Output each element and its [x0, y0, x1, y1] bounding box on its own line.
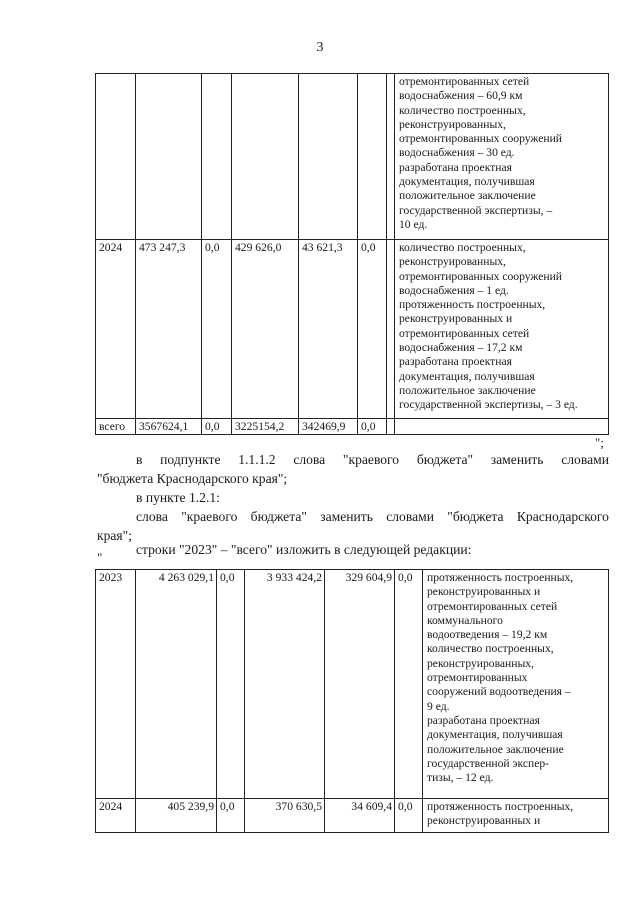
description-line: отремонтированных сетей	[427, 599, 558, 613]
description-line: реконструированных,	[399, 255, 506, 269]
cell-regional	[232, 74, 299, 240]
cell-federal: 0,0	[202, 419, 232, 435]
word: слова	[136, 509, 168, 524]
description-line: документация, получившая	[399, 175, 535, 189]
word: заменить	[320, 509, 373, 524]
description-line: отремонтированных сетей	[399, 326, 530, 340]
word: бюджета"	[416, 452, 474, 467]
description-line: 9 ед.	[427, 699, 450, 713]
description-line: разработана проектная	[399, 160, 512, 174]
description-line: 10 ед.	[399, 217, 428, 231]
table-row	[96, 570, 609, 799]
description-line: разработана проектная	[427, 713, 540, 727]
description-line: положительное заключение	[399, 189, 536, 203]
table-row	[96, 74, 609, 240]
description-line: документация, получившая	[427, 728, 563, 742]
table-top	[95, 73, 609, 435]
cell-description	[423, 570, 609, 799]
paragraph-3-line-2: края";	[97, 528, 133, 543]
cell-year: 2024	[96, 240, 136, 419]
description-line: положительное заключение	[399, 383, 536, 397]
table-row	[96, 799, 609, 833]
description-line: реконструированных и	[427, 814, 541, 828]
description-line: отремонтированных сооружений	[399, 132, 563, 146]
description-line: водоснабжения – 30 ед.	[399, 146, 515, 160]
cell-regional: 370 630,5	[245, 799, 325, 833]
opening-quote: "	[97, 550, 103, 565]
cell-regional: 429 626,0	[232, 240, 299, 419]
cell-description	[395, 240, 609, 419]
paragraph-1-line-2: "бюджета Краснодарского края";	[97, 471, 288, 486]
paragraph-3-line-1	[136, 507, 609, 526]
cell-federal	[202, 74, 232, 240]
description-line: отремонтированных сетей	[399, 75, 530, 88]
cell-spacer	[387, 240, 395, 419]
cell-total: 473 247,3	[136, 240, 202, 419]
description-line: количество построенных,	[399, 103, 526, 117]
description-line: протяженность построенных,	[427, 800, 574, 813]
description-line: государственной экспертизы, – 3 ед.	[399, 398, 578, 412]
table-row	[96, 419, 609, 435]
description-line: водоотведения – 19,2 км	[427, 628, 548, 642]
description-line: водоснабжения – 17,2 км	[399, 341, 523, 355]
word: заменить	[490, 452, 544, 467]
word: бюджета"	[250, 509, 307, 524]
cell-other: 0,0	[395, 570, 423, 799]
cell-year: 2023	[96, 570, 136, 799]
description-line: документация, получившая	[399, 369, 535, 383]
description-line: водоснабжения – 1 ед.	[399, 283, 509, 297]
word: "краевого	[181, 509, 238, 524]
description-line: протяженность построенных,	[399, 298, 546, 312]
cell-spacer	[387, 74, 395, 240]
cell-year	[96, 74, 136, 240]
table-bottom	[95, 569, 609, 833]
cell-local	[299, 74, 358, 240]
cell-federal: 0,0	[217, 799, 245, 833]
description-line: количество построенных,	[399, 241, 526, 254]
paragraph-1-line-1	[136, 450, 609, 469]
description-line: тизы, – 12 ед.	[427, 771, 494, 785]
description-line: разработана проектная	[399, 355, 512, 369]
cell-description	[423, 799, 609, 833]
description-line: протяженность построенных,	[427, 571, 574, 584]
word: 1.1.1.2	[238, 452, 276, 467]
description-line: водоснабжения – 60,9 км	[399, 89, 523, 103]
description-line: реконструированных и	[427, 585, 541, 599]
cell-regional: 3225154,2	[232, 419, 299, 435]
page-number: 3	[316, 40, 324, 55]
word: слова	[293, 452, 326, 467]
cell-local: 34 609,4	[325, 799, 395, 833]
cell-regional: 3 933 424,2	[245, 570, 325, 799]
cell-federal: 0,0	[217, 570, 245, 799]
word: в	[136, 452, 143, 467]
word: подпункте	[160, 452, 221, 467]
word: словами	[561, 452, 609, 467]
cell-local: 342469,9	[299, 419, 358, 435]
word: словами	[386, 509, 434, 524]
cell-other: 0,0	[358, 419, 387, 435]
word: "краевого	[342, 452, 400, 467]
description-line: государственной экспер-	[427, 756, 549, 770]
cell-federal: 0,0	[202, 240, 232, 419]
cell-other: 0,0	[395, 799, 423, 833]
cell-description	[395, 74, 609, 240]
cell-year: 2024	[96, 799, 136, 833]
description-line: реконструированных,	[427, 656, 534, 670]
cell-local: 43 621,3	[299, 240, 358, 419]
word: Краснодарского	[516, 509, 609, 524]
description-line: количество построенных,	[427, 642, 554, 656]
description-line: отремонтированных сооружений	[399, 269, 563, 283]
cell-other	[358, 74, 387, 240]
cell-total: 405 239,9	[136, 799, 217, 833]
cell-spacer	[387, 419, 395, 435]
description-line: реконструированных и	[399, 312, 513, 326]
paragraph-2: в пункте 1.2.1:	[136, 490, 220, 505]
description-line: коммунального	[427, 613, 503, 627]
cell-description	[395, 419, 609, 435]
description-line: сооружений водоотведения –	[427, 685, 571, 699]
word: "бюджета	[447, 509, 504, 524]
paragraph-4: строки "2023" – "всего" изложить в следующей редакции:	[136, 542, 472, 557]
cell-year: всего	[96, 419, 136, 435]
description-line: государственной экспертизы, –	[399, 203, 553, 217]
closing-quote: ";	[595, 435, 604, 450]
description-line: отремонтированных	[427, 671, 528, 685]
cell-total	[136, 74, 202, 240]
description-line: положительное заключение	[427, 742, 564, 756]
cell-total: 3567624,1	[136, 419, 202, 435]
cell-local: 329 604,9	[325, 570, 395, 799]
cell-total: 4 263 029,1	[136, 570, 217, 799]
description-line: реконструированных,	[399, 117, 506, 131]
cell-other: 0,0	[358, 240, 387, 419]
table-row	[96, 240, 609, 419]
